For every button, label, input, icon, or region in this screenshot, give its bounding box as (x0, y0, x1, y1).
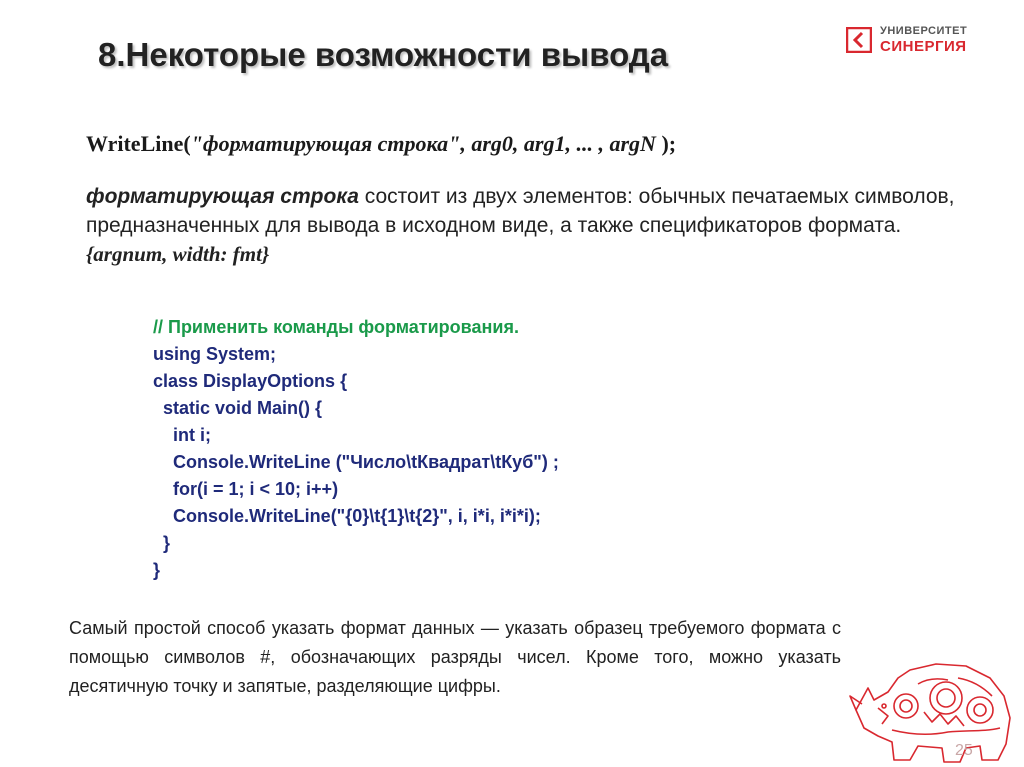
page-number: 25 (955, 742, 973, 759)
code-line: int i; (153, 425, 211, 445)
code-line: } (153, 533, 171, 553)
code-line: static void Main() { (153, 398, 323, 418)
code-line: } (153, 560, 161, 580)
logo-line-university: УНИВЕРСИТЕТ (880, 25, 968, 37)
code-line: Console.WriteLine("{0}\t{1}\t{2}", i, i*i, i*i*i); (153, 506, 541, 526)
signature-close: ); (655, 131, 677, 156)
slide-title: 8.Некоторые возможности вывода (98, 36, 669, 73)
description-term: форматирующая строка (86, 185, 359, 208)
code-line-comment: // Применить команды форматирования. (153, 317, 519, 337)
signature-method: WriteLine( (86, 131, 191, 156)
code-line: for(i = 1; i < 10; i++) (153, 479, 339, 499)
method-signature (86, 131, 676, 157)
code-listing (153, 314, 559, 584)
format-string-description (86, 182, 956, 269)
rhino-mascot-icon (848, 648, 1018, 766)
code-line: using System; (153, 344, 277, 364)
bottom-paragraph: Самый простой способ указать формат данных — указать образец требуемого формата с помощью символов #, обозначающих разряды чисел. Кроме того, можно указать десятичную точку и запятые, разделяющие цифры. (69, 618, 841, 696)
signature-format-arg: "форматирующая строка" (190, 131, 461, 156)
code-line: class DisplayOptions { (153, 371, 348, 391)
code-line: Console.WriteLine ("Число\tКвадрат\tКуб") ; (153, 452, 559, 472)
logo-line-synergy: СИНЕРГИЯ (880, 38, 967, 55)
university-logo (846, 26, 967, 54)
synergy-logo-icon (846, 27, 872, 53)
description-text: состоит из двух элементов: обычных печатаемых символов, предназначенных для вывода в исходном виде, а также спецификаторов формата. (86, 185, 955, 237)
signature-args: , arg0, arg1, ... , argN (460, 131, 656, 156)
format-syntax: {argnum, width: fmt} (86, 242, 270, 266)
